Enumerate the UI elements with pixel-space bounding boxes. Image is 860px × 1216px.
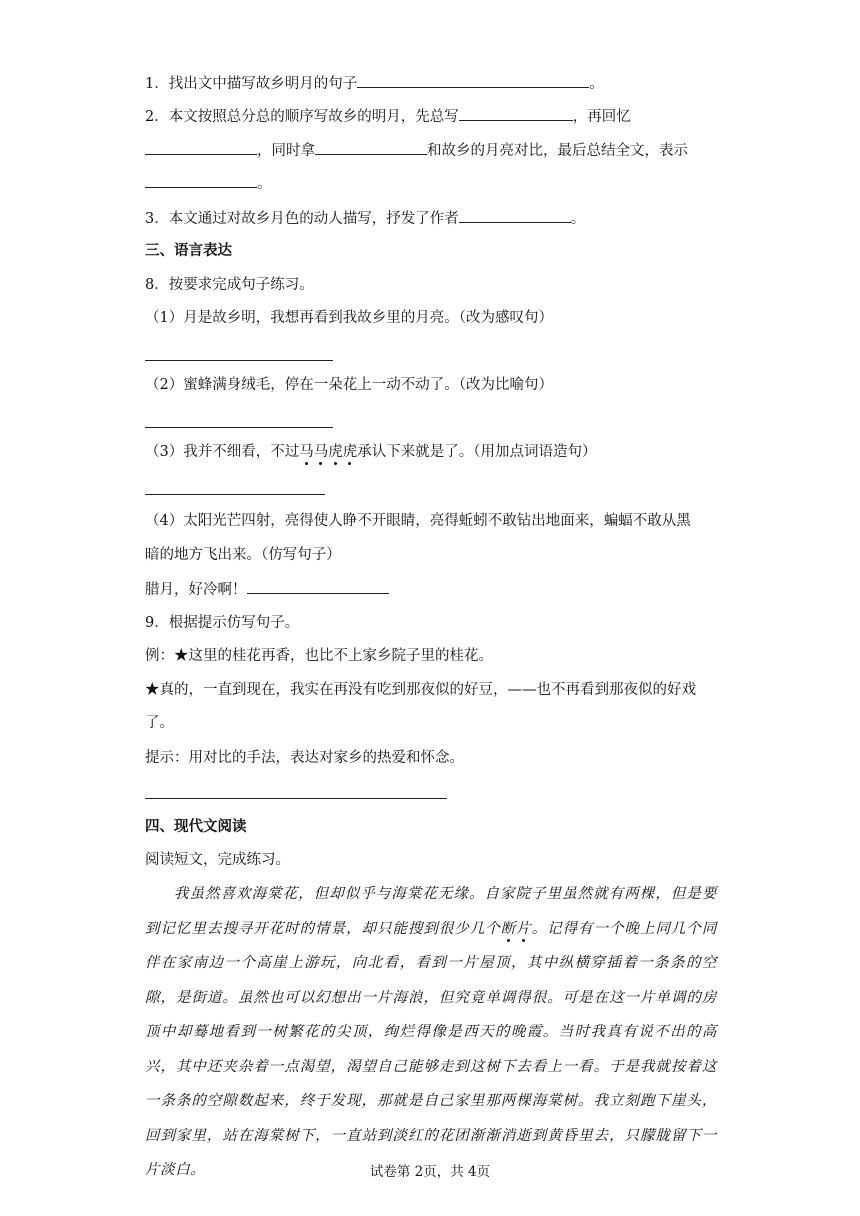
answer-line[interactable]: [145, 798, 447, 799]
dotted-char: 虎: [342, 444, 358, 460]
question-9-line-2: ★真的，一直到现在，我实在再没有吃到那夜似的好豆，——也不再看到那夜似的好戏: [145, 682, 696, 698]
question-2-text-b: ，再回忆: [572, 109, 631, 125]
question-8-item-3-text: 承认下来就是了。（用加点词语造句）: [357, 444, 597, 460]
dotted-char: 片: [516, 920, 532, 937]
question-1: [145, 73, 604, 94]
answer-blank[interactable]: [247, 579, 389, 594]
reading-passage: [145, 877, 717, 1188]
answer-blank[interactable]: [145, 140, 257, 155]
dotted-char: 马: [313, 444, 329, 460]
section-heading-3: 三、语言表达: [145, 243, 232, 259]
answer-line[interactable]: [145, 360, 333, 361]
reading-intro: 阅读短文，完成练习。: [145, 852, 290, 868]
passage-text: 我虽然喜欢海棠花，但却似乎与海棠花无缘。自家院子里虽然就有两棵，但是要到记忆里去搜寻开花时的情景，却只能搜到很少几个: [145, 886, 717, 937]
dotted-char: 虎: [328, 444, 343, 460]
punctuation: 。: [257, 176, 272, 192]
question-2-line-1: [145, 106, 631, 127]
question-9-example: 例：★这里的桂花再香，也比不上家乡院子里的桂花。: [145, 648, 493, 664]
question-2-text-c: ，同时拿: [257, 143, 315, 159]
question-2-text-a: 2．本文按照总分总的顺序写故乡的明月，先总写: [145, 109, 459, 125]
answer-blank[interactable]: [357, 73, 589, 88]
answer-blank[interactable]: [459, 106, 573, 121]
answer-blank[interactable]: [459, 208, 571, 223]
punctuation: 。: [589, 76, 604, 92]
question-2-line-2: [145, 140, 688, 161]
question-8-item-1: （1）月是故乡明，我想再看到我故乡里的月亮。（改为感叹句）: [145, 310, 553, 326]
answer-blank[interactable]: [145, 173, 257, 188]
answer-line[interactable]: [145, 427, 333, 428]
question-8-title: 8．按要求完成句子练习。: [145, 277, 314, 293]
question-8-item-3-text: （3）我并不细看，不过: [145, 444, 300, 460]
question-1-text: 1．找出文中描写故乡明月的句子: [145, 76, 358, 92]
question-3-text: 3．本文通过对故乡月色的动人描写，抒发了作者: [145, 211, 459, 227]
question-8-item-4-line-2: 暗的地方飞出来。（仿写句子）: [145, 547, 341, 563]
punctuation: 。: [570, 211, 586, 227]
question-9-line-3: 了。: [145, 715, 174, 731]
dotted-char: 断: [500, 920, 517, 937]
question-8-item-4-prompt: [145, 579, 389, 600]
passage-text: 。记得有一个晚上同几个同伴在家南边一个高崖上游玩，向北看，看到一片屋顶，其中纵横穿插着一条条的空隙，是街道。虽然也可以幻想出一片海浪，但究竟单调得很。可是在这一片单调的房顶中却蓦地看到一树繁花的尖顶，绚烂得像是西天的晚霞。当时我真有说不出的高兴，其中还夹杂着一点渴望，渴望自己能够走到这树下去看上一看。于是我就按着这一条条的空隙数起来，终于发现，那就是自己家里那两棵海棠树。我立刻跑下崖头，回到家里，站在海棠树下，一直站到淡红的花团渐渐消逝到黄昏里去，只朦胧留下一片淡白。: [145, 920, 717, 1178]
question-9-title: 9．根据提示仿写句子。: [145, 615, 300, 631]
answer-line[interactable]: [145, 494, 325, 495]
question-2-line-3: [145, 173, 272, 194]
question-8-item-3: [145, 442, 596, 462]
prompt-text: 腊月，好冷啊！: [145, 582, 247, 598]
question-9-hint: 提示：用对比的手法，表达对家乡的热爱和怀念。: [145, 750, 464, 766]
question-8-item-4-line-1: （4）太阳光芒四射，亮得使人睁不开眼睛，亮得蚯蚓不敢钻出地面来，蝙蝠不敢从黑: [145, 513, 691, 529]
answer-blank[interactable]: [315, 140, 427, 155]
dotted-char: 马: [299, 444, 314, 460]
question-3: [145, 208, 585, 229]
question-2-text-d: 和故乡的月亮对比，最后总结全文，表示: [427, 143, 688, 159]
question-8-item-2: （2）蜜蜂满身绒毛，停在一朵花上一动不动了。（改为比喻句）: [145, 377, 553, 393]
section-heading-4: 四、现代文阅读: [145, 819, 247, 835]
page-footer: 试卷第 2页，共 4页: [369, 1164, 491, 1180]
